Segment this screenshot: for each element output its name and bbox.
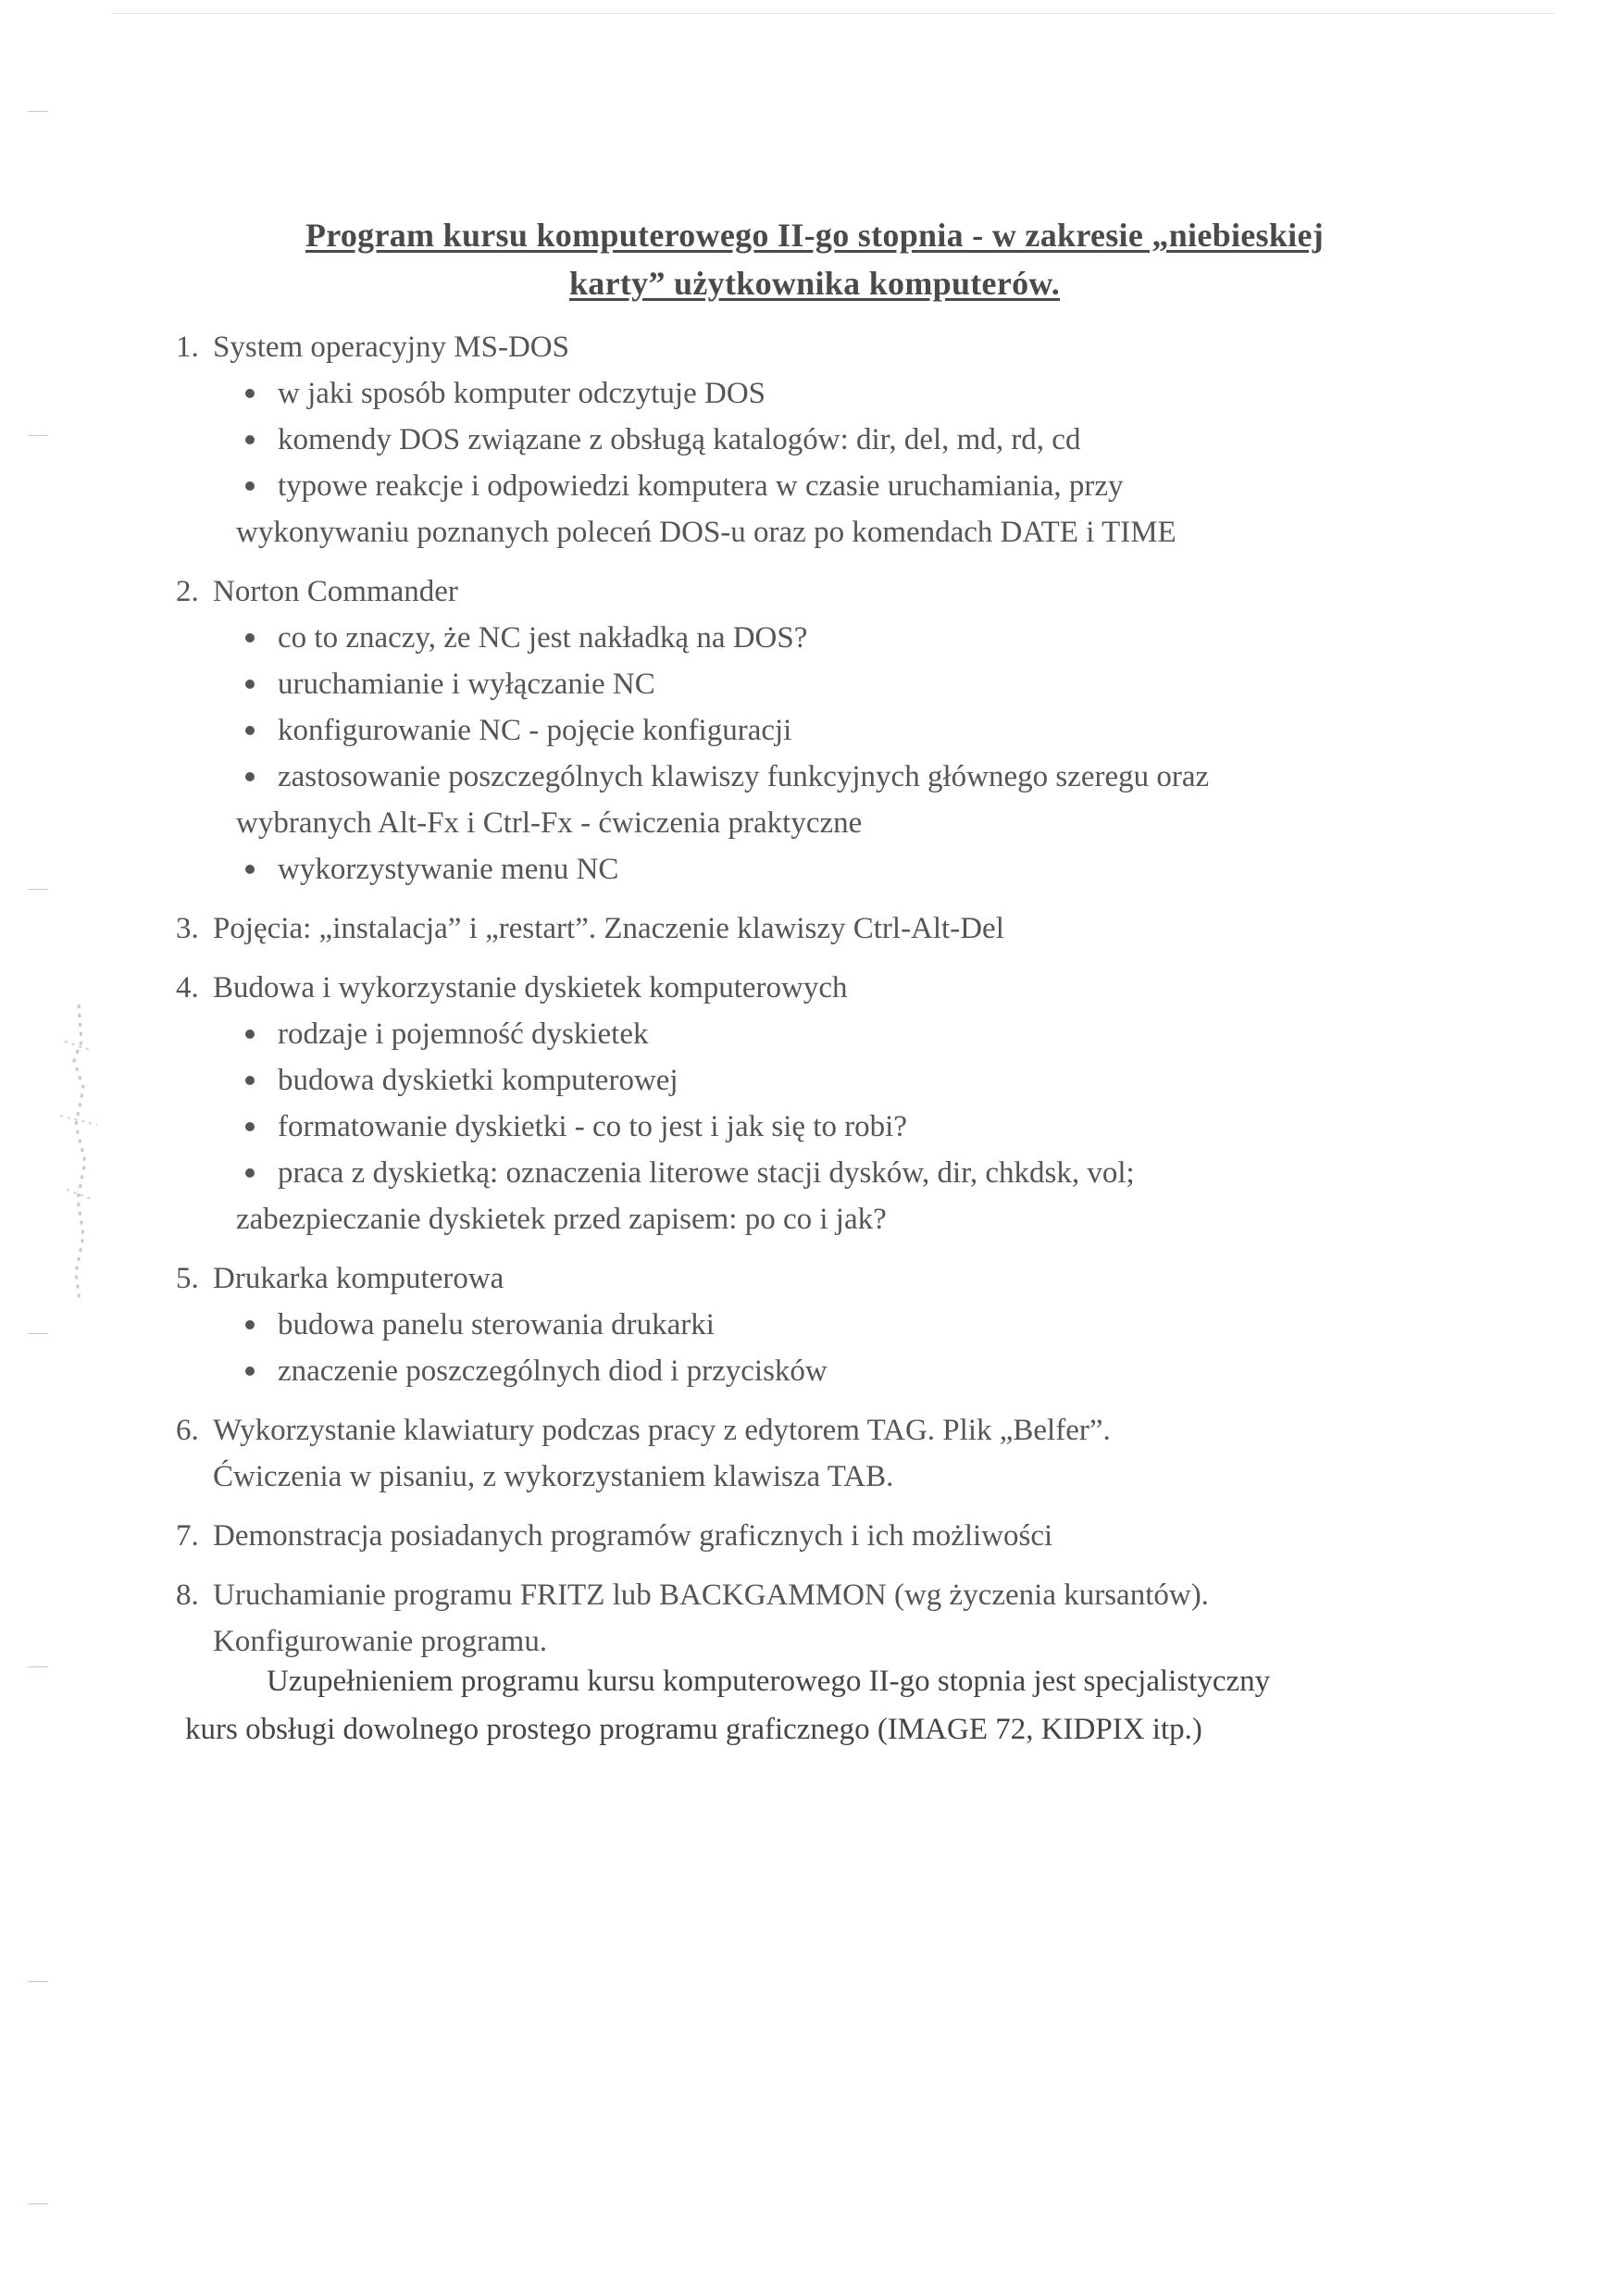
bullet-continuation: zabezpieczanie dyskietek przed zapisem: po co i jak? (236, 1203, 887, 1236)
item-heading: Demonstracja posiadanych programów graficznych i ich możliwości (213, 1519, 1053, 1553)
bullet-item: znaczenie poszczególnych diod i przycisków (176, 1348, 1472, 1394)
bullet-item: wykorzystywanie menu NC (176, 846, 1472, 892)
list-item (176, 1407, 1472, 1500)
course-program-list (176, 324, 1472, 1678)
bullet-icon (245, 389, 255, 398)
item-number: 6. (176, 1414, 199, 1447)
bullet-item: zastosowanie poszczególnych klawiszy funkcyjnych głównego szeregu oraz (176, 754, 1472, 800)
list-item (176, 1572, 1472, 1665)
footer-line-2: kurs obsługi dowolnego prostego programu graficznego (IMAGE 72, KIDPIX itp.) (185, 1713, 1202, 1746)
item-heading-line-2: Ćwiczenia w pisaniu, z wykorzystaniem klawisza TAB. (213, 1460, 894, 1493)
bullet-icon (245, 726, 255, 735)
margin-mark (28, 435, 48, 436)
item-heading: Budowa i wykorzystanie dyskietek komputerowych (213, 971, 848, 1004)
item-number: 3. (176, 912, 199, 945)
bullet-item: formatowanie dyskietki - co to jest i jak się to robi? (176, 1104, 1472, 1150)
bullet-item: rodzaje i pojemność dyskietek (176, 1011, 1472, 1057)
bullet-icon (245, 772, 255, 781)
bullet-icon (245, 1076, 255, 1085)
item-number: 5. (176, 1262, 199, 1295)
title-line-2: karty” użytkownika komputerów. (568, 265, 1061, 302)
item-heading: Drukarka komputerowa (213, 1262, 504, 1295)
item-number: 4. (176, 971, 199, 1004)
margin-mark (28, 889, 48, 890)
bullet-continuation: wybranych Alt-Fx i Ctrl-Fx - ćwiczenia praktyczne (236, 806, 863, 840)
margin-mark (28, 111, 48, 112)
item-heading-line-2: Konfigurowanie programu. (213, 1625, 548, 1658)
list-item (176, 1255, 1472, 1394)
bullet-icon (245, 1168, 255, 1178)
bullet-item: uruchamianie i wyłączanie NC (176, 661, 1472, 707)
list-item (176, 905, 1472, 952)
bullet-icon (245, 1320, 255, 1329)
scan-noise-mark (56, 1004, 102, 1301)
bullet-icon (245, 1366, 255, 1376)
margin-mark (28, 1666, 48, 1667)
item-heading: System operacyjny MS-DOS (213, 331, 569, 364)
bullet-item: typowe reakcje i odpowiedzi komputera w czasie uruchamiania, przy (176, 463, 1472, 509)
item-heading: Pojęcia: „instalacja” i „restart”. Znaczenie klawiszy Ctrl-Alt-Del (213, 912, 1004, 945)
bullet-icon (245, 1122, 255, 1131)
bullet-icon (245, 481, 255, 491)
bullet-icon (245, 1029, 255, 1039)
margin-mark (28, 2203, 48, 2204)
item-heading: Uruchamianie programu FRITZ lub BACKGAMMON (wg życzenia kursantów). (213, 1578, 1209, 1612)
bullet-item: w jaki sposób komputer odczytuje DOS (176, 370, 1472, 417)
list-item (176, 568, 1472, 892)
top-edge-line (111, 13, 1555, 14)
document-title (222, 211, 1407, 307)
bullet-icon (245, 865, 255, 874)
item-number: 2. (176, 575, 199, 608)
bullet-continuation: wykonywaniu poznanych poleceń DOS-u oraz po komendach DATE i TIME (236, 516, 1176, 549)
bullet-item: konfigurowanie NC - pojęcie konfiguracji (176, 707, 1472, 754)
bullet-item: budowa dyskietki komputerowej (176, 1057, 1472, 1104)
bullet-item: budowa panelu sterowania drukarki (176, 1302, 1472, 1348)
item-heading: Norton Commander (213, 575, 458, 608)
margin-mark (28, 1333, 48, 1334)
item-heading: Wykorzystanie klawiatury podczas pracy z edytorem TAG. Plik „Belfer”. (213, 1414, 1111, 1447)
bullet-icon (245, 435, 255, 444)
list-item (176, 324, 1472, 555)
footer-line-1: Uzupełnieniem programu kursu komputerowego II-go stopnia jest specjalistyczny (267, 1665, 1271, 1698)
item-number: 7. (176, 1519, 199, 1553)
bullet-item: praca z dyskietką: oznaczenia literowe stacji dysków, dir, chkdsk, vol; (176, 1150, 1472, 1196)
bullet-icon (245, 633, 255, 643)
margin-mark (28, 1981, 48, 1982)
list-item (176, 965, 1472, 1242)
bullet-item: co to znaczy, że NC jest nakładką na DOS? (176, 615, 1472, 661)
item-number: 1. (176, 331, 199, 364)
bullet-icon (245, 680, 255, 689)
title-line-1: Program kursu komputerowego II-go stopnia - w zakresie „niebieskiej (305, 217, 1325, 254)
list-item (176, 1513, 1472, 1559)
closing-paragraph (185, 1657, 1462, 1753)
item-number: 8. (176, 1578, 199, 1612)
bullet-item: komendy DOS związane z obsługą katalogów: dir, del, md, rd, cd (176, 417, 1472, 463)
